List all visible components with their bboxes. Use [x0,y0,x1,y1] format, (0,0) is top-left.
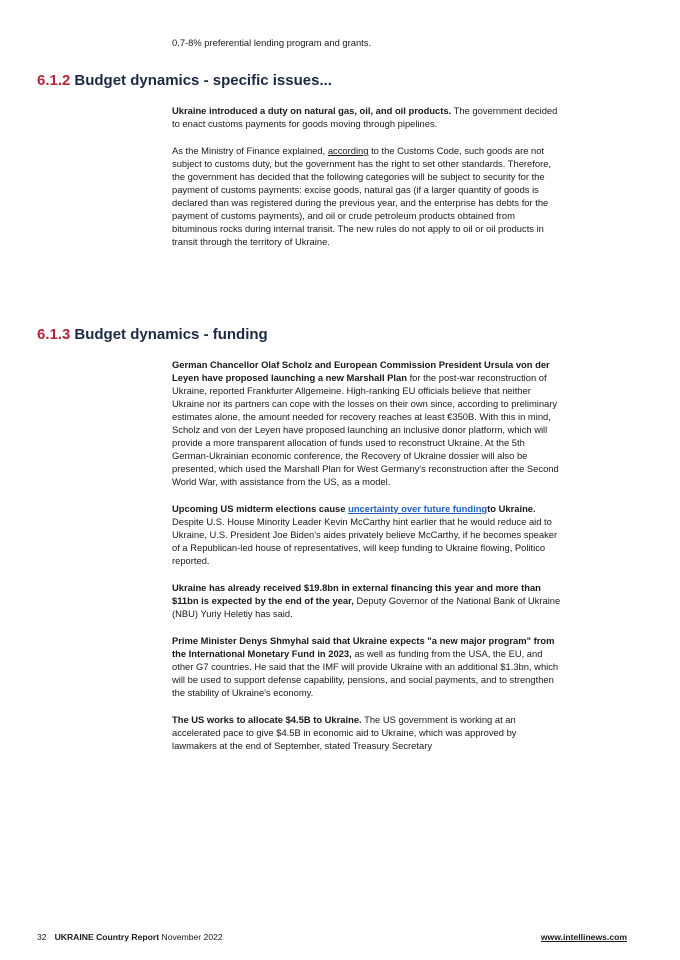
footer-left [37,930,223,944]
according-link[interactable]: according [327,145,369,156]
section-6-1-2-body [172,104,562,262]
paragraph-lead: Prime Minister Denys Shmyhal said that Ukraine expects "a new major program" from the International Monetary Fund in 2023, [172,635,555,659]
report-date: November 2022 [159,932,223,942]
paragraph-marshall-plan [172,358,562,488]
paragraph-midterm-elections [172,502,562,567]
report-brand: UKRAINE Country Report [54,932,160,942]
section-title: Budget dynamics - specific issues... [74,72,332,89]
continued-text-line: 0.7-8% preferential lending program and grants. [172,37,372,48]
paragraph-text: to the Customs Code, such goods are not subject to customs duty, but the government has the right to set other standards. Therefore, the government has decided that the following categories will be subject to security for the payment of customs payments: excise goods, natural gas (if a larger quantity of goods is declared than was registered during the previous year, and the enterprise has debts for the payment of customs payments), and oil or crude petroleum products obtained from bituminous rocks during internal transit. The new rules do not apply to oil or oil products in transit through the territory of Ukraine. [172,145,552,247]
paragraph-text: for the post-war reconstruction of Ukraine, reported Frankfurter Allgemeine. High-ranking EU officials believe that neither Ukraine nor its partners can cope with the losses on their own since, according to preliminary estimates alone, the amount needed for recovery reaches at least €350B. With this in mind, Scholz and von der Leyen have proposed launching an inclusive donor platform, which will provide a more transparent allocation of funds used to reconstruct Ukraine. At the 5th German-Ukrainian economic conference, the Recovery of Ukraine dossier will also be presented, which used the Marshall Plan for West Germany's reconstruction after the Second World War, with assistance from the US, as a model. [172,372,559,487]
paragraph-lead: Ukraine introduced a duty on natural gas, oil, and oil products. [172,105,452,116]
page-number: 32 [37,932,47,942]
paragraph-us-allocation [172,713,562,752]
paragraph-text: as well as funding from the USA, the EU, and other G7 countries. He said that the IMF will provide Ukraine with an additional $1.3bn, which will be used to support defense capability, pensions, and social payments, and to strengthen the stability of Ukraine's economy. [172,648,559,698]
section-number: 6.1.3 [37,326,71,343]
paragraph-lead: Upcoming US midterm elections cause [172,503,349,514]
paragraph-text: The US government is working at an accelerated pace to give $4.5B in economic aid to Ukraine, which was approved by lawmakers at the end of September, stated Treasury Secretary [172,714,517,751]
paragraph-lead: The US works to allocate $4.5B to Ukraine. [172,714,362,725]
paragraph-external-financing [172,581,562,620]
paragraph-ministry-explanation [172,144,562,248]
paragraph-lead: German Chancellor Olaf Scholz and European Commission President Ursula von der Leyen have proposed launching a new Marshall Plan [172,359,550,383]
paragraph-text: The government decided to enact customs payments for goods moving through pipelines. [172,105,558,129]
paragraph-lead: to Ukraine. [487,503,536,514]
section-heading-6-1-3 [37,326,268,344]
paragraph-text: Deputy Governor of the National Bank of Ukraine (NBU) Yuriy Heletiy has said. [172,595,561,619]
section-6-1-3-body [172,358,562,766]
paragraph-text: As the Ministry of Finance explained, [172,145,328,156]
section-number: 6.1.2 [37,72,71,89]
section-heading-6-1-2 [37,72,332,90]
uncertainty-funding-link[interactable]: uncertainty over future funding [348,503,488,514]
website-link[interactable]: www.intellinews.com [540,932,627,942]
paragraph-gas-duty [172,104,562,130]
paragraph-text: Despite U.S. House Minority Leader Kevin McCarthy hint earlier that he would reduce aid to Ukraine, U.S. President Joe Biden's aides privately believe McCarthy, if he becomes speaker of a Republican-led house of representatives, will keep funding to Ukraine flowing, Politico reported. [172,516,558,566]
paragraph-lead: Ukraine has already received $19.8bn in external financing this year and more than $11bn is expected by the end of the year, [172,582,541,606]
section-title: Budget dynamics - funding [74,326,268,343]
paragraph-imf-program [172,634,562,699]
page-footer [37,930,627,944]
